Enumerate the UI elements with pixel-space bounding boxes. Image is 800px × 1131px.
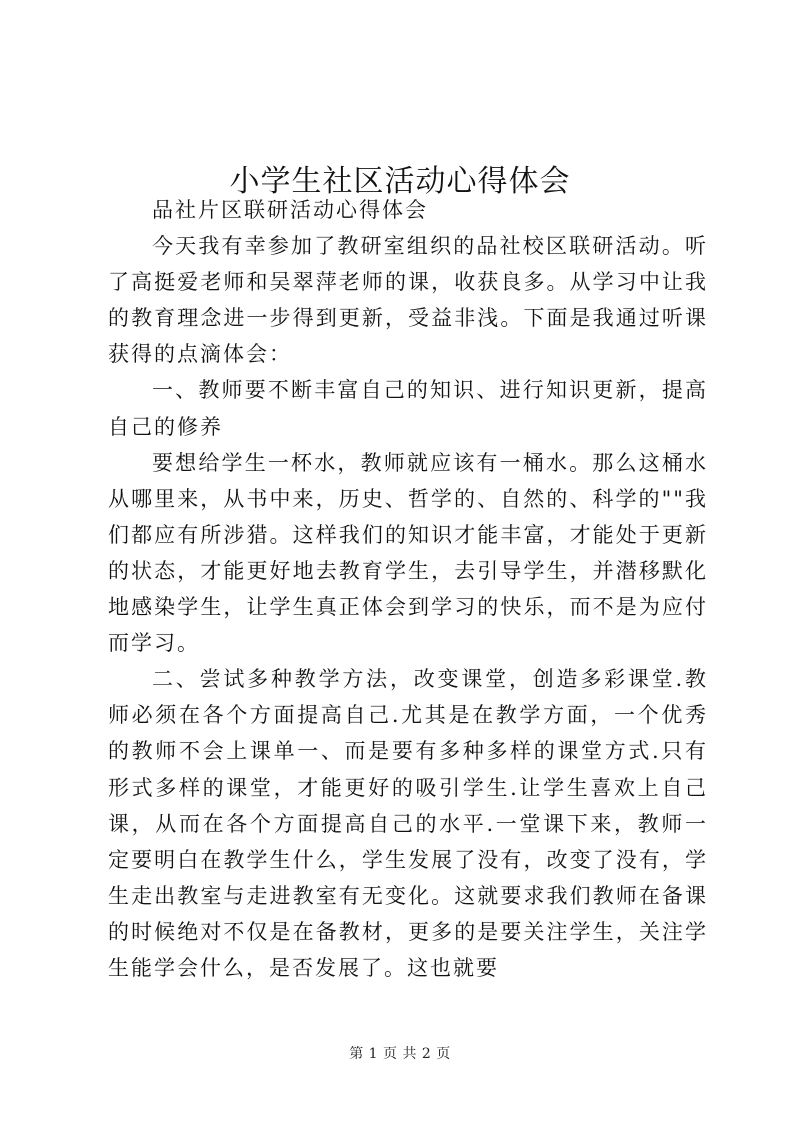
page-footer: 第 1 页 共 2 页: [349, 1046, 451, 1062]
paragraph-intro: 今天我有幸参加了教研室组织的品社校区联研活动。听了高挺爱老师和吴翠萍老师的课，收获良多。从学习中让我的教育理念进一步得到更新，受益非浅。下面是我通过听课获得的点滴体会：: [108, 234, 708, 367]
paragraph-subtitle: 品社片区联研活动心得体会: [152, 198, 428, 222]
paragraph-heading-2-body: 二、尝试多种教学方法，改变课堂，创造多彩课堂.教师必须在各个方面提高自己.尤其是在教学方面，一个优秀的教师不会上课单一、而是要有多种多样的课堂方式.只有形式多样的课堂，才能更好的吸引学生.让学生喜欢上自己课，从而在各个方面提高自己的水平.一堂课下来，教师一定要明白在教学生什么，学生发展了没有，改变了没有，学生走出教室与走进教室有无变化。这就要求我们教师在备课的时候绝对不仅是在备教材，更多的是要关注学生，关注学生能学会什么，是否发展了。这也就要: [108, 667, 708, 980]
document-body: [108, 192, 708, 986]
paragraph-knowledge: 要想给学生一杯水，教师就应该有一桶水。那么这桶水从哪里来，从书中来，历史、哲学的、自然的、科学的""我们都应有所涉猎。这样我们的知识才能丰富，才能处于更新的状态，才能更好地去教育学生，去引导学生，并潜移默化地感染学生，让学生真正体会到学习的快乐，而不是为应付而学习。: [108, 450, 708, 656]
document-title: 小学生社区活动心得体会: [229, 164, 571, 200]
paragraph-heading-1: 一、教师要不断丰富自己的知识、进行知识更新，提高自己的修养: [108, 378, 708, 439]
